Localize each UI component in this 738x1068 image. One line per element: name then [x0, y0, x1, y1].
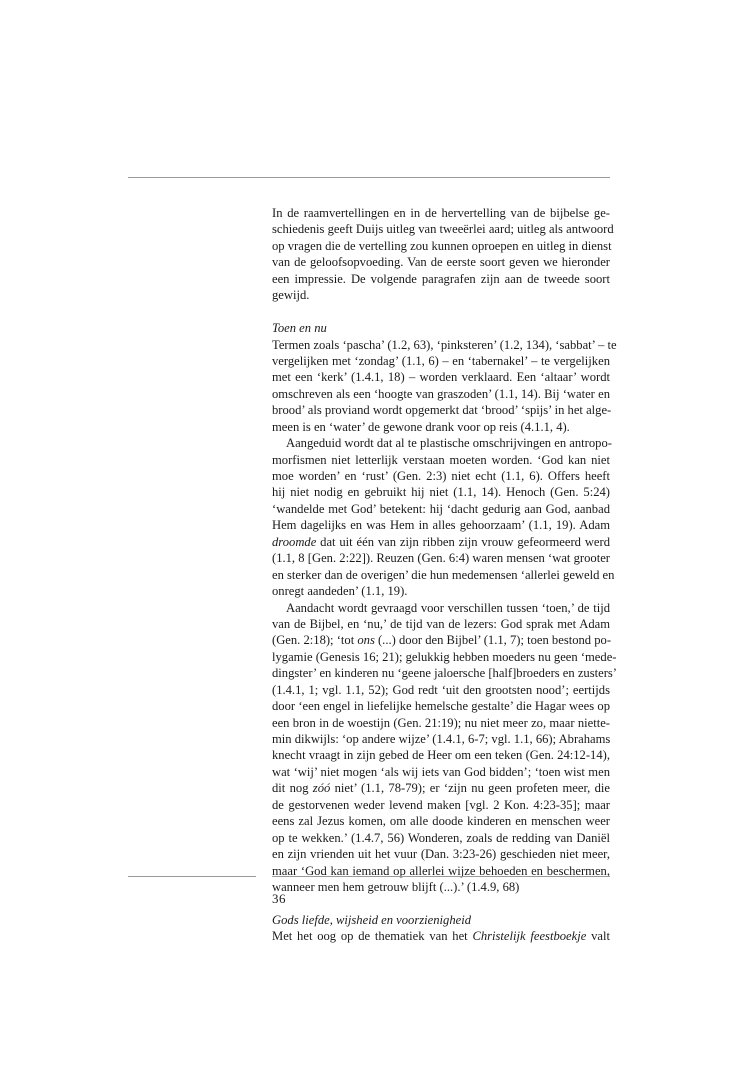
text-line: brood’ als proviand wordt opgemerkt dat ‘brood’ ‘spijs’ in het alge- — [272, 403, 612, 418]
text-line: dingster’ en kinderen nu ‘geene jaloersche [half]broeders en zusters’ — [272, 666, 618, 681]
text-line: gewijd. — [272, 288, 310, 303]
paragraph-then-and-now — [272, 600, 618, 896]
page-number: 36 — [272, 891, 286, 906]
text-line: van de geloofsopvoeding. Van de eerste soort geven we hieronder — [272, 255, 610, 270]
text-line: de gestorvenen weder levend maken [vgl. 2 Kon. 4:23-35]; maar — [272, 797, 610, 812]
emphasis: zóó — [312, 781, 331, 796]
text-line: schiedenis geeft Duijs uitleg van tweeërlei aard; uitleg als antwoord — [272, 222, 614, 237]
text-line: droomde dat uit één van zijn ribben zijn vrouw gefeormeerd werd — [272, 534, 610, 549]
paragraph-terms — [272, 337, 617, 436]
emphasis: Christelijk feestboekje — [472, 929, 587, 944]
text-line: (1.4.1, 1; vgl. 1.1, 52); God redt ‘uit den grootsten nood’; eertijds — [272, 682, 610, 697]
text-line: op te wekken.’ (1.4.7, 56) Wonderen, zoals de redding van Daniël — [272, 830, 610, 845]
text-line: een bron in de woestijn (Gen. 21:19); nu niet meer zo, maar niette- — [272, 715, 610, 730]
text-line: morfismen niet letterlijk verstaan moeten worden. ‘God kan niet — [272, 452, 610, 467]
text-line: op vragen die de vertelling zou kunnen oproepen en uitleg in dienst — [272, 238, 612, 253]
text-line: (Gen. 2:18); ‘tot ons (...) door den Bijbel’ (1.1, 7); toen bestond po- — [272, 633, 612, 648]
text-line: en zijn vrienden uit het vuur (Dan. 3:23-26) geschieden niet meer, — [272, 847, 610, 862]
intro-paragraph — [272, 205, 614, 304]
bottom-rule-left — [128, 876, 256, 877]
section-heading-toen-en-nu: Toen en nu — [272, 321, 327, 336]
text-line: eens zal Jezus komen, om alle doode kinderen en menschen weer — [272, 814, 610, 829]
text-line: maar ‘God kan iemand op allerlei wijze behoeden en beschermen, — [272, 863, 610, 878]
text-line: wat ‘wij’ niet mogen ‘als wij iets van God bidden’; ‘toen wist men — [272, 764, 610, 779]
emphasis: droomde — [272, 534, 317, 549]
text-line: ‘wandelde met God’ betekent: hij ‘dacht gedurig aan God, aanbad — [272, 501, 610, 516]
text-line: meen is en ‘water’ de gewone drank voor op reis (4.1.1, 4). — [272, 419, 570, 434]
text-line: (1.1, 8 [Gen. 2:22]). Reuzen (Gen. 6:4) waren mensen ‘wat grooter — [272, 551, 610, 566]
text-line: wanneer men hem getrouw blijft (...).’ (1.4.9, 68) — [272, 879, 520, 894]
text-line: van de Bijbel, en ‘nu,’ de tijd van de lezers: God sprak met Adam — [272, 616, 610, 631]
text-line: door ‘een engel in liefelijke hemelsche gestalte’ die Hagar wees op — [272, 699, 610, 714]
text-line: moe worden’ en ‘rust’ (Gen. 2:3) niet echt (1.1, 6). Offers heeft — [272, 469, 610, 483]
paragraph-anthropomorphisms — [272, 435, 615, 599]
text-line: knecht vraagt in zijn gebed de Heer om een teken (Gen. 24:12-14), — [272, 748, 610, 763]
text-line: onregt aandeden’ (1.1, 19). — [272, 584, 408, 599]
top-rule — [128, 177, 610, 178]
text-line: dit nog zóó niet’ (1.1, 78-79); er ‘zijn nu geen profeten meer, die — [272, 781, 611, 796]
text-line: In de raamvertellingen en in de hervertelling van de bijbelse ge- — [272, 206, 610, 220]
text-line: en sterker dan de overigen’ die hun medemensen ‘allerlei geweld en — [272, 567, 615, 582]
text-line: lygamie (Genesis 16; 21); gelukkig hebben moeders nu geen ‘mede- — [272, 649, 617, 664]
text-line: min dikwijls: ‘op andere wijze’ (1.4.1, 6-7; vgl. 1.1, 66); Abrahams — [272, 732, 611, 746]
text-line: Aandacht wordt gevraagd voor verschillen tussen ‘toen,’ de tijd — [286, 600, 610, 615]
text-line: Met het oog op de thematiek van het Christelijk feestboekje valt — [272, 929, 610, 944]
text-line: Hem dagelijks en was Hem in alles gehoorzaam’ (1.1, 19). Adam — [272, 518, 610, 533]
emphasis: ons — [357, 633, 375, 648]
section-heading-gods-liefde: Gods liefde, wijsheid en voorzienigheid — [272, 912, 472, 927]
text-line: Termen zoals ‘pascha’ (1.2, 63), ‘pinksteren’ (1.2, 134), ‘sabbat’ – te — [272, 337, 617, 352]
text-line: Aangeduid wordt dat al te plastische omschrijvingen en antropo- — [286, 436, 612, 451]
body-text — [272, 205, 618, 945]
text-line: met een ‘kerk’ (1.4.1, 18) – worden verklaard. Een ‘altaar’ wordt — [272, 370, 610, 385]
text-line: hij niet nodig en gebruikt hij niet (1.1, 14). Henoch (Gen. 5:24) — [272, 485, 610, 500]
text-line: omschreven als een ‘hoogte van graszoden’ (1.1, 14). Bij ‘water en — [272, 386, 610, 401]
text-line: vergelijken met ‘zondag’ (1.1, 6) – en ‘tabernakel’ – te vergelijken — [272, 353, 610, 368]
text-line: een impressie. De volgende paragrafen zijn aan de tweede soort — [272, 271, 610, 286]
bottom-rule-right — [272, 876, 610, 877]
